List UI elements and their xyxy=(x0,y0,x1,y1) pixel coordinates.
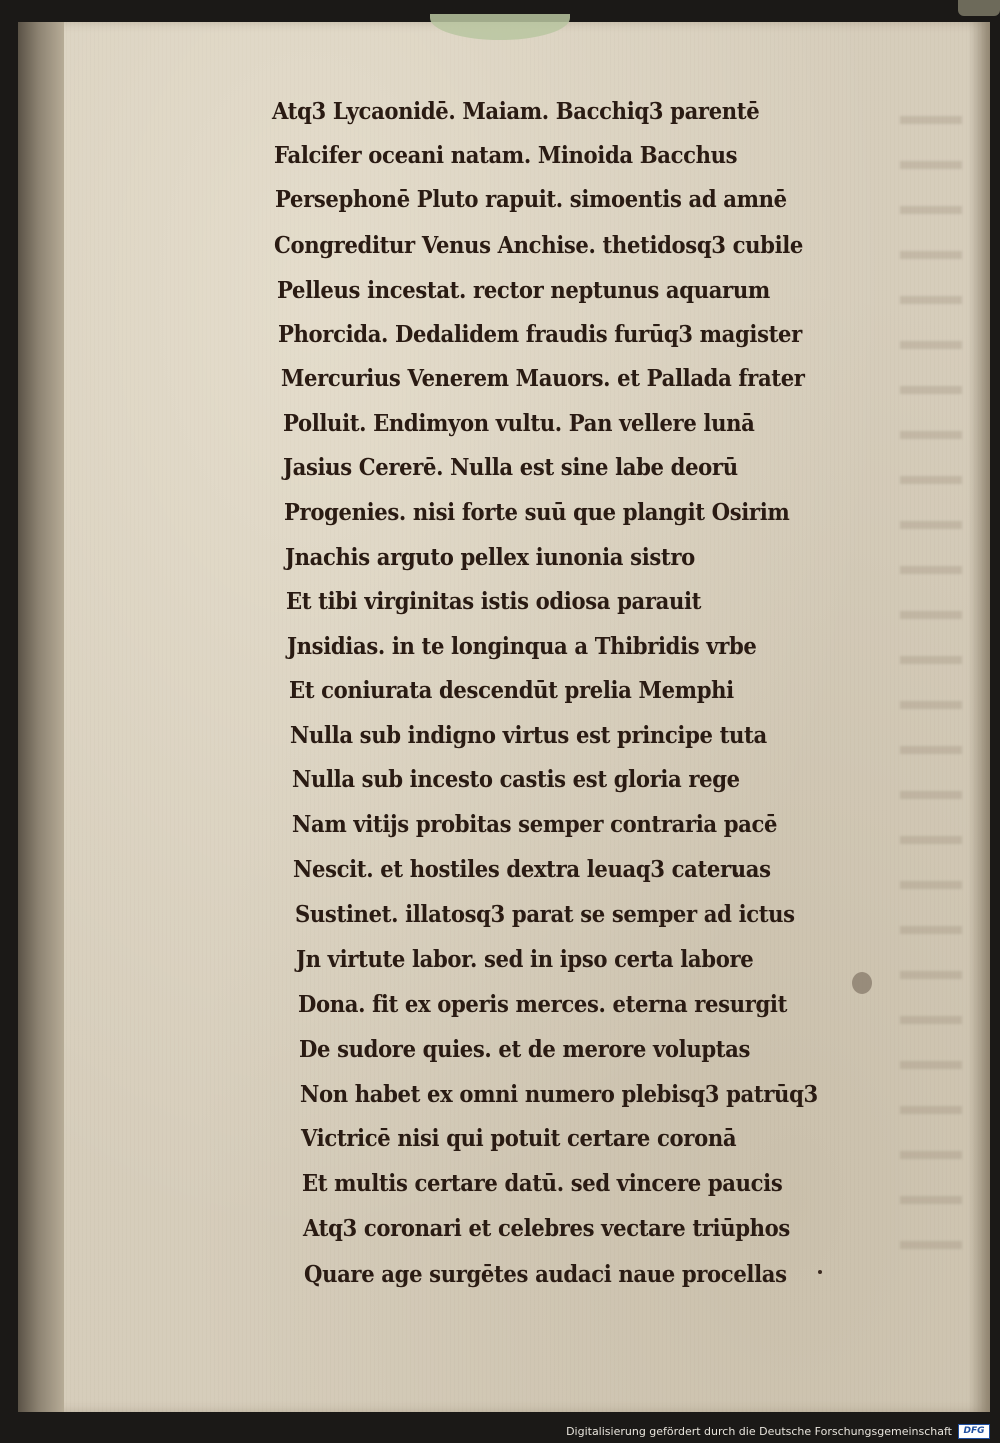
verse-line: Atq3 Lycaonidē. Maiam. Bacchiq3 parentē xyxy=(272,98,760,125)
verse-line: Non habet ex omni numero plebisq3 patrūq3 xyxy=(300,1081,818,1108)
verse-line: Jasius Cererē. Nulla est sine labe deorū xyxy=(283,454,738,481)
verse-line: Et coniurata descendūt prelia Memphi xyxy=(289,677,734,704)
verse-line: Persephonē Pluto rapuit. simoentis ad amnē xyxy=(275,186,787,213)
verse-line: Nulla sub indigno virtus est principe tuta xyxy=(290,722,767,749)
verse-line: Jnachis arguto pellex iunonia sistro xyxy=(285,544,695,571)
verse-line: Et tibi virginitas istis odiosa parauit xyxy=(286,588,702,615)
verse-line: Pelleus incestat. rector neptunus aquarum xyxy=(277,277,770,304)
verse-line: Jnsidias. in te longinqua a Thibridis vrbe xyxy=(287,633,757,660)
verse-line: Victricē nisi qui potuit certare coronā xyxy=(301,1125,737,1152)
dfg-logo-icon: DFG xyxy=(958,1424,990,1439)
verse-line: Nam vitijs probitas semper contraria pacē xyxy=(292,811,778,838)
verse-line: Phorcida. Dedalidem fraudis furūq3 magister xyxy=(278,321,802,348)
verse-line: Nescit. et hostiles dextra leuaq3 cateruas xyxy=(293,856,771,883)
verse-line: Nulla sub incesto castis est gloria rege xyxy=(292,766,740,793)
verse-line: De sudore quies. et de merore voluptas xyxy=(299,1036,751,1063)
verse-line: Et multis certare datū. sed vincere paucis xyxy=(302,1170,783,1197)
funding-credit: Digitalisierung gefördert durch die Deutsche Forschungsgemeinschaft xyxy=(566,1425,952,1438)
verse-line: Sustinet. illatosq3 parat se semper ad ictus xyxy=(295,901,795,928)
verse-line: Jn virtute labor. sed in ipso certa labore xyxy=(296,946,754,973)
verse-line: Progenies. nisi forte suū que plangit Osirim xyxy=(284,499,790,526)
verse-line: Dona. fit ex operis merces. eterna resurgit xyxy=(298,991,788,1018)
verse-line: Atq3 coronari et celebres vectare triūphos xyxy=(303,1215,790,1242)
verse-line: Polluit. Endimyon vultu. Pan vellere lunā xyxy=(283,410,755,437)
verse-line: Congreditur Venus Anchise. thetidosq3 cubile xyxy=(274,232,804,259)
verse-line: Falcifer oceani natam. Minoida Bacchus xyxy=(274,142,738,169)
verse-line: Mercurius Venerem Mauors. et Pallada frater xyxy=(281,365,805,392)
verse-line: Quare age surgētes audaci naue procellas xyxy=(304,1261,787,1288)
